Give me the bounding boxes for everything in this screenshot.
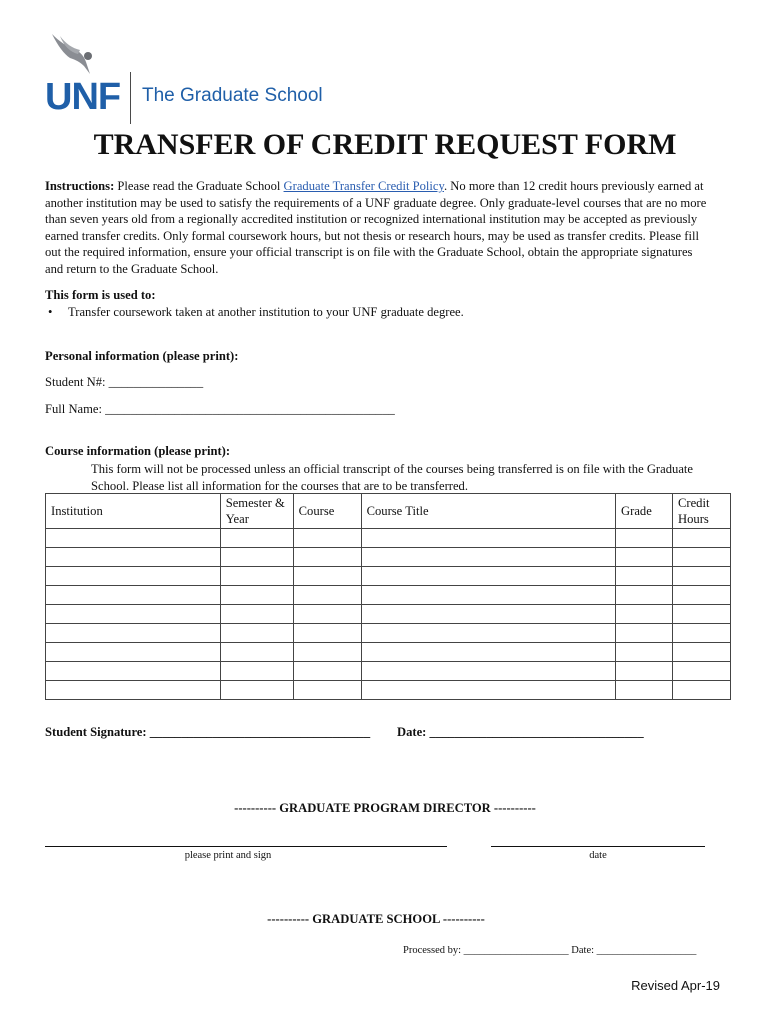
director-heading: ---------- GRADUATE PROGRAM DIRECTOR ---------- [234, 801, 536, 815]
cell-input[interactable] [293, 643, 361, 662]
cell-input[interactable] [293, 548, 361, 567]
cell-input[interactable] [293, 605, 361, 624]
cell-input[interactable] [220, 586, 293, 605]
school-name: The Graduate School [142, 85, 323, 106]
cell-input[interactable] [46, 643, 221, 662]
col-semester-year: Semester & Year [220, 494, 293, 529]
instructions-paragraph [45, 178, 710, 277]
cell-input[interactable] [616, 643, 673, 662]
cell-input[interactable] [673, 548, 731, 567]
cell-input[interactable] [673, 662, 731, 681]
table-row [46, 624, 731, 643]
cell-input[interactable] [293, 624, 361, 643]
table-row [46, 681, 731, 700]
page-title: TRANSFER OF CREDIT REQUEST FORM [93, 128, 677, 161]
cell-input[interactable] [616, 567, 673, 586]
instructions-text-before: Please read the Graduate School [114, 179, 284, 193]
cell-input[interactable] [673, 567, 731, 586]
cell-input[interactable] [616, 681, 673, 700]
personal-heading: Personal information (please print): [45, 349, 239, 363]
cell-input[interactable] [220, 662, 293, 681]
revised-date: Revised Apr-19 [631, 978, 720, 993]
policy-link[interactable]: Graduate Transfer Credit Policy [283, 179, 444, 193]
cell-input[interactable] [616, 624, 673, 643]
cell-input[interactable] [293, 529, 361, 548]
cell-input[interactable] [293, 586, 361, 605]
cell-input[interactable] [46, 586, 221, 605]
cell-input[interactable] [220, 681, 293, 700]
cell-input[interactable] [361, 605, 615, 624]
cell-input[interactable] [673, 681, 731, 700]
cell-input[interactable] [361, 548, 615, 567]
cell-input[interactable] [361, 586, 615, 605]
cell-input[interactable] [673, 605, 731, 624]
instructions-text-after: . No more than 12 credit hours previously earned at another institution may be used to satisfy the requirements of a UNF graduate degree. Only graduate-level courses that are no more than seven years old from a regionally accredited institution or recognized international institution may be accepted as previously earned transfer credits. Only formal coursework hours, but not thesis or research hours, may be used as transfer credits. Please fill out the required information, ensure your official transcript is on file with the Graduate School, obtain the appropriate signatures and return to the Graduate School. [45, 179, 707, 276]
col-institution: Institution [46, 494, 221, 529]
table-row [46, 529, 731, 548]
cell-input[interactable] [46, 605, 221, 624]
usage-heading: This form is used to: [45, 288, 156, 302]
table-row [46, 662, 731, 681]
director-sign-caption: please print and sign [184, 850, 272, 861]
instructions-label: Instructions: [45, 179, 115, 193]
table-row [46, 548, 731, 567]
cell-input[interactable] [293, 567, 361, 586]
cell-input[interactable] [46, 624, 221, 643]
cell-input[interactable] [293, 662, 361, 681]
student-signature-field[interactable]: Student Signature: ___________________________________ [45, 725, 371, 739]
grad-school-heading: ---------- GRADUATE SCHOOL ---------- [267, 912, 485, 926]
cell-input[interactable] [361, 643, 615, 662]
usage-item: Transfer coursework taken at another institution to your UNF graduate degree. [68, 305, 464, 319]
director-date-line[interactable] [491, 846, 705, 847]
col-course-title: Course Title [361, 494, 615, 529]
cell-input[interactable] [673, 586, 731, 605]
cell-input[interactable] [46, 548, 221, 567]
unf-logo-text: UNF [45, 76, 121, 118]
processed-by-field[interactable]: Processed by: ____________________ Date: ___________________ [403, 945, 697, 956]
bullet-icon: • [48, 305, 53, 319]
table-row [46, 586, 731, 605]
cell-input[interactable] [361, 681, 615, 700]
col-grade: Grade [616, 494, 673, 529]
cell-input[interactable] [616, 605, 673, 624]
cell-input[interactable] [46, 567, 221, 586]
student-date-field[interactable]: Date: __________________________________ [397, 725, 644, 739]
cell-input[interactable] [293, 681, 361, 700]
student-n-field[interactable]: Student N#: _______________ [45, 375, 204, 389]
director-date-caption: date [589, 850, 607, 861]
course-heading: Course information (please print): [45, 444, 231, 458]
cell-input[interactable] [220, 624, 293, 643]
table-row [46, 643, 731, 662]
table-row [46, 567, 731, 586]
course-note: This form will not be processed unless an official transcript of the courses being transferred is on file with the Graduate School. Please list all information for the courses that are to be transferred. [91, 462, 693, 493]
cell-input[interactable] [46, 529, 221, 548]
cell-input[interactable] [220, 605, 293, 624]
cell-input[interactable] [361, 662, 615, 681]
director-signature-line[interactable] [45, 846, 447, 847]
col-credit-hours: Credit Hours [673, 494, 731, 529]
cell-input[interactable] [616, 586, 673, 605]
logo-divider [130, 72, 131, 124]
cell-input[interactable] [616, 529, 673, 548]
course-table [45, 493, 731, 700]
course-table-header [46, 494, 731, 529]
cell-input[interactable] [361, 567, 615, 586]
table-row [46, 605, 731, 624]
full-name-field[interactable]: Full Name: ______________________________________________ [45, 402, 395, 416]
cell-input[interactable] [220, 548, 293, 567]
cell-input[interactable] [673, 643, 731, 662]
col-course: Course [293, 494, 361, 529]
cell-input[interactable] [220, 567, 293, 586]
cell-input[interactable] [46, 681, 221, 700]
cell-input[interactable] [361, 624, 615, 643]
cell-input[interactable] [220, 529, 293, 548]
osprey-logo-icon [50, 32, 100, 78]
cell-input[interactable] [46, 662, 221, 681]
cell-input[interactable] [616, 548, 673, 567]
cell-input[interactable] [616, 662, 673, 681]
cell-input[interactable] [361, 529, 615, 548]
cell-input[interactable] [220, 643, 293, 662]
cell-input[interactable] [673, 624, 731, 643]
cell-input[interactable] [673, 529, 731, 548]
